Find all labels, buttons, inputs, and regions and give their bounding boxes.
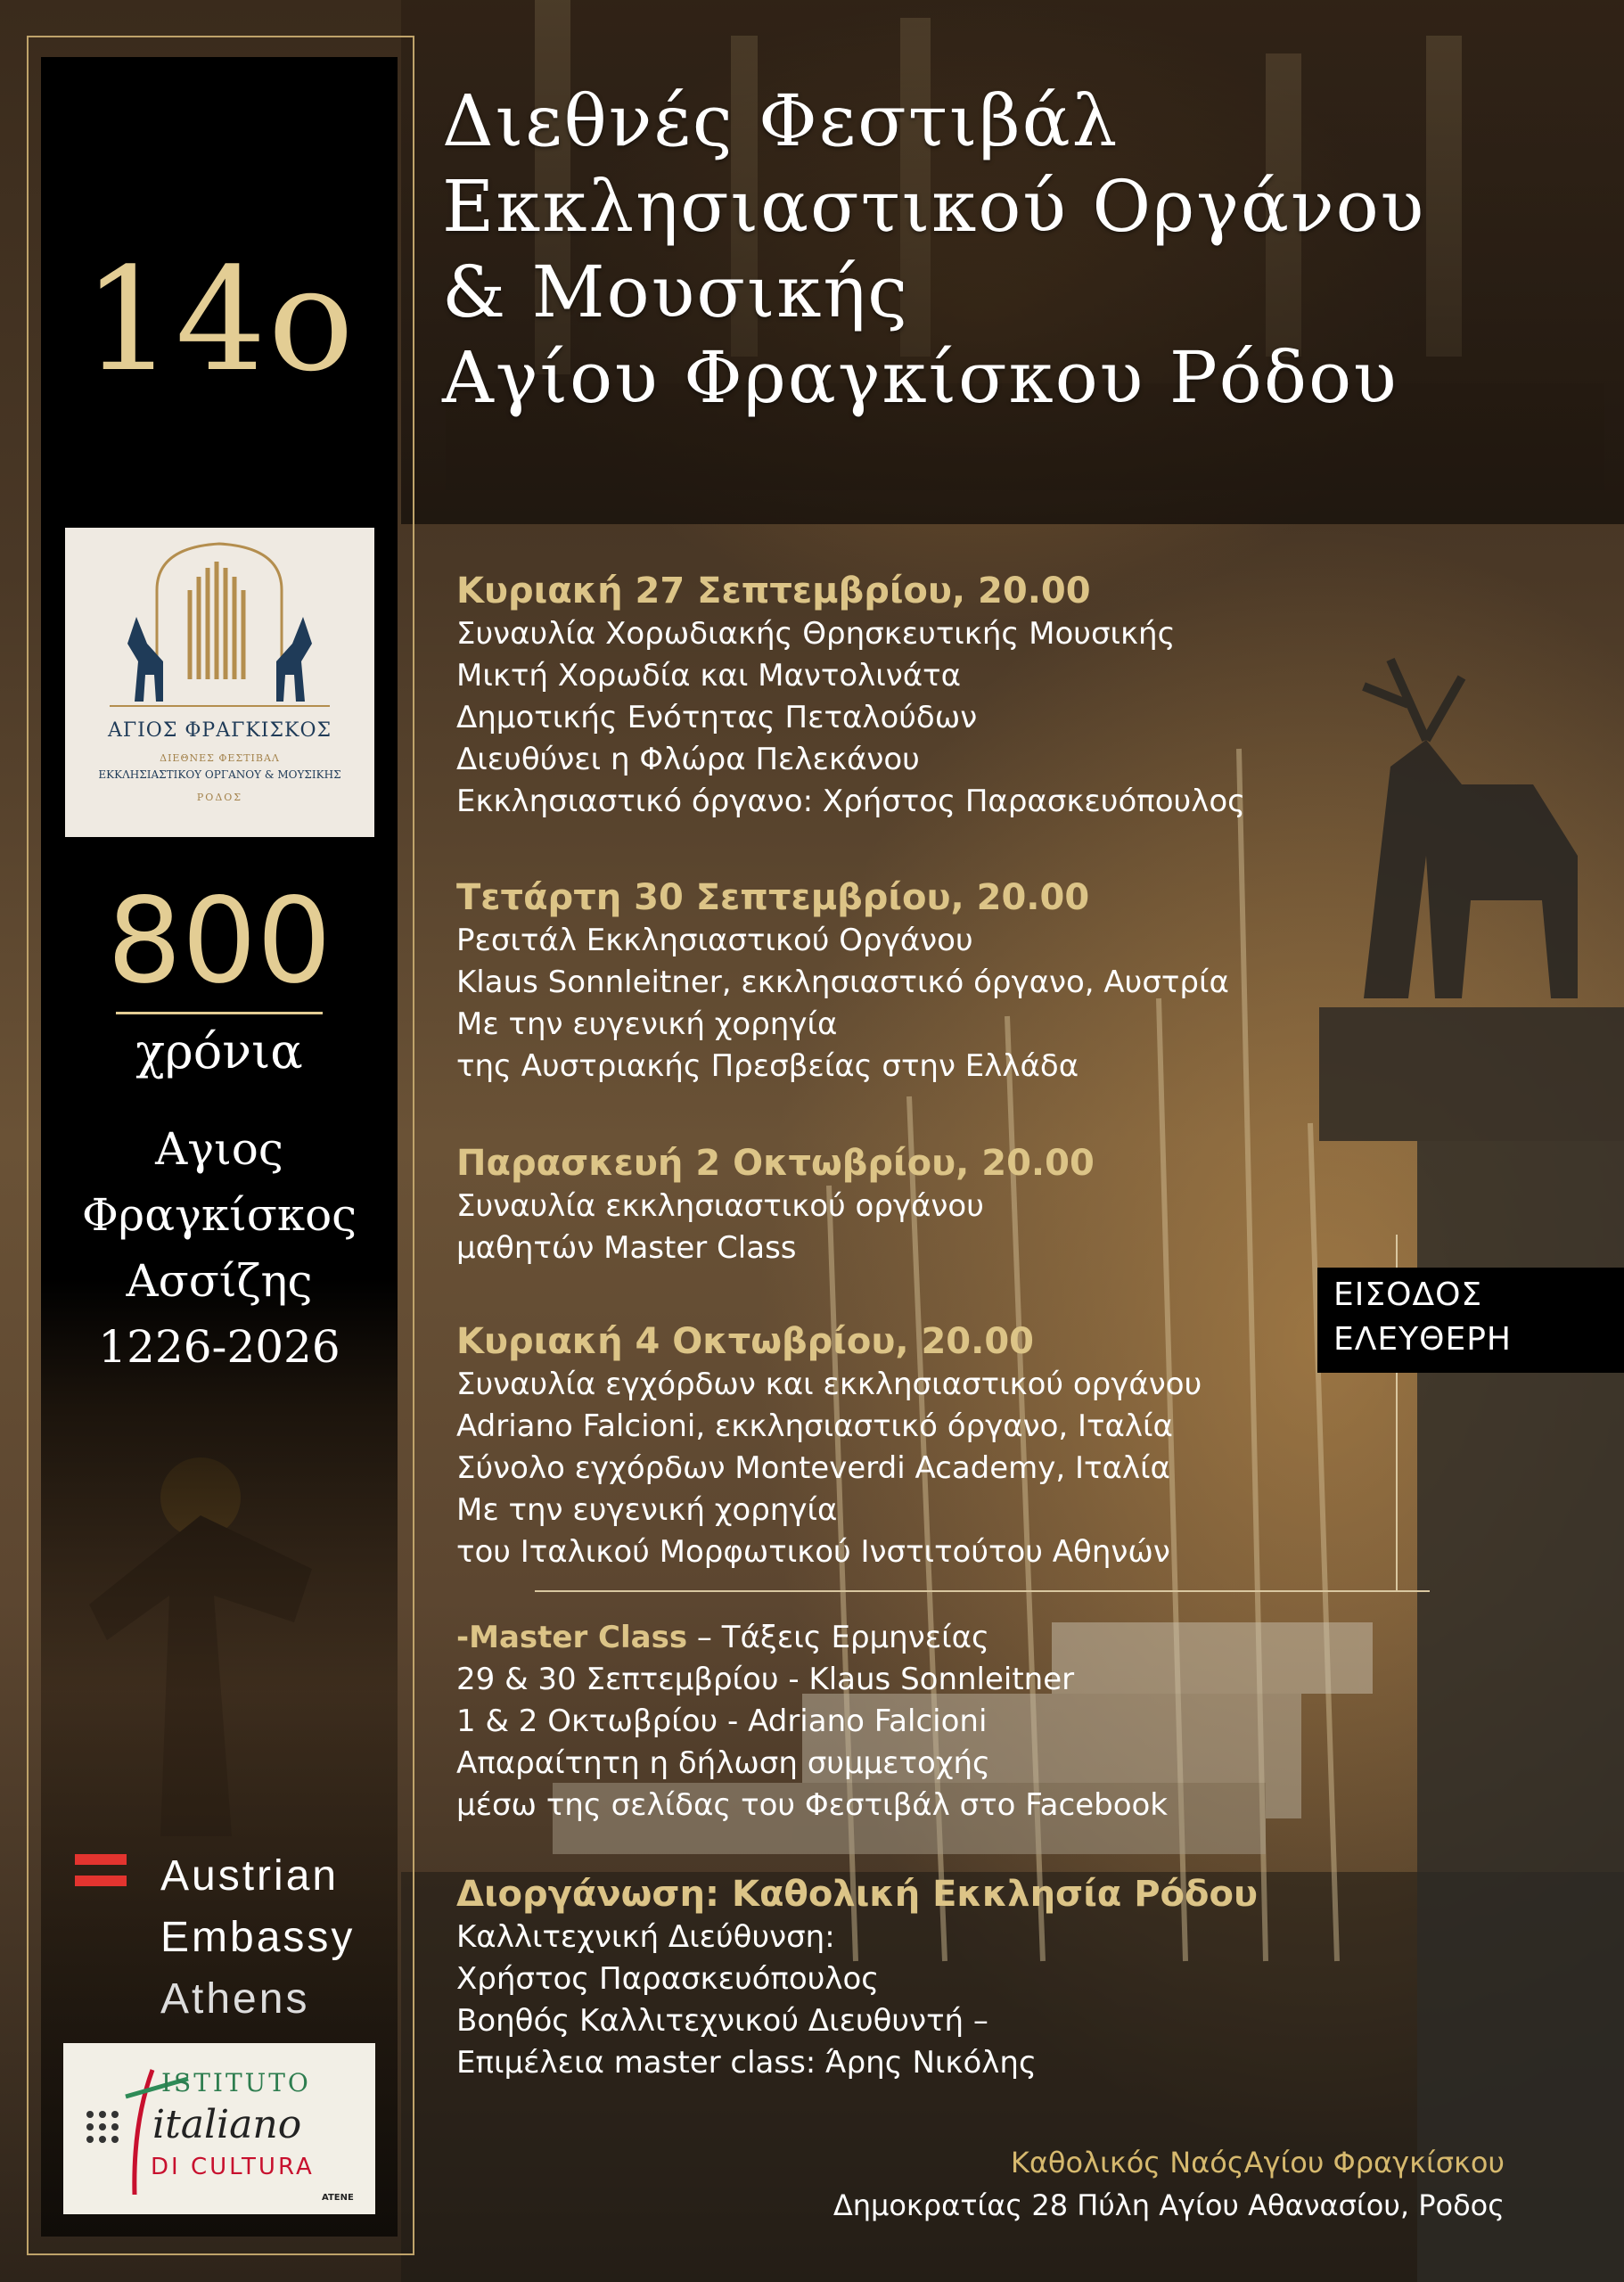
event-line: Δημοτικής Ενότητας Πεταλούδων xyxy=(456,700,978,735)
event-2 xyxy=(456,875,1229,1088)
entry-line-1: ΕΙΣΟΔΟΣ xyxy=(1333,1276,1483,1313)
event-line: Συναυλία εκκλησιαστικού οργάνου xyxy=(456,1188,984,1224)
event-line: Σύνολο εγχόρδων Monteverdi Academy, Ιταλία xyxy=(456,1450,1170,1486)
austrian-line-2: Embassy xyxy=(160,1914,356,1961)
event-line: Klaus Sonnleitner, εκκλησιαστικό όργανο, Αυστρία xyxy=(456,965,1229,1000)
master-class-label-rest: – Τάξεις Ερμηνείας xyxy=(687,1620,989,1655)
saint-line-1: Αγιος xyxy=(155,1123,283,1175)
venue-address: Δημοκρατίας 28 Πύλη Αγίου Αθανασίου, Ροδος xyxy=(833,2188,1505,2222)
event-line: Συναυλία Χορωδιακής Θρησκευτικής Μουσικής xyxy=(456,616,1176,652)
free-entry-badge xyxy=(1317,1268,1624,1373)
event-line: Εκκλησιαστικό όργανο: Χρήστος Παρασκευόπουλος xyxy=(456,784,1246,819)
anniversary-rule xyxy=(116,1012,323,1014)
istituto-italiano-logo xyxy=(63,2043,375,2214)
logo-name: ΑΓΙΟΣ ΦΡΑΓΚΙΣΚΟΣ xyxy=(107,719,332,742)
organization-line: Βοηθός Καλλιτεχνικού Διευθυντή – xyxy=(456,2003,988,2039)
title-line-3: & Μουσικής xyxy=(442,250,910,333)
event-line: της Αυστριακής Πρεσβείας στην Ελλάδα xyxy=(456,1048,1079,1084)
master-class-line: 1 & 2 Οκτωβρίου - Adriano Falcioni xyxy=(456,1703,988,1739)
organ-deer-emblem-icon xyxy=(65,528,374,715)
event-line: Με την ευγενική χορηγία xyxy=(456,1006,838,1042)
event-line: μαθητών Master Class xyxy=(456,1230,797,1266)
venue-info xyxy=(833,2141,1505,2227)
austrian-embassy-logo xyxy=(160,1845,355,2030)
saint-line-4: 1226-2026 xyxy=(98,1321,340,1373)
logo-subtitle-2: ΕΚΚΛΗΣΙΑΣΤΙΚΟΥ ΟΡΓΑΝΟΥ & ΜΟΥΣΙΚΗΣ xyxy=(98,768,341,781)
entry-line-2: ΕΛΕΥΘΕΡΗ xyxy=(1333,1321,1512,1358)
horizontal-divider xyxy=(535,1590,1430,1592)
saint-line-3: Ασσίζης xyxy=(126,1255,313,1307)
event-heading: Τετάρτη 30 Σεπτεμβρίου, 20.00 xyxy=(456,877,1090,918)
organization-line: Καλλιτεχνική Διεύθυνση: xyxy=(456,1919,835,1955)
event-line: Διευθύνει η Φλώρα Πελεκάνου xyxy=(456,742,920,777)
logo-place: ΡΟΔΟΣ xyxy=(196,792,243,803)
event-heading: Κυριακή 27 Σεπτεμβρίου, 20.00 xyxy=(456,570,1091,612)
iic-line-3: DI CULTURA xyxy=(151,2154,315,2180)
title-line-4: Αγίου Φραγκίσκου Ρόδου xyxy=(442,336,1398,419)
saint-francis-text xyxy=(41,1116,398,1380)
organization-line: Επιμέλεια master class: Άρης Νικόλης xyxy=(456,2045,1037,2081)
austrian-line-1: Austrian xyxy=(160,1852,340,1900)
festival-logo xyxy=(65,528,374,837)
event-4 xyxy=(456,1319,1202,1573)
organization-heading: Διοργάνωση: Καθολική Εκκλησία Ρόδου xyxy=(456,1874,1258,1915)
logo-subtitle: ΔΙΕΘΝΕΣ ΦΕΣΤΙΒΑΛ xyxy=(160,752,280,764)
event-3 xyxy=(456,1141,1095,1269)
master-class-label: -Master Class xyxy=(456,1620,688,1655)
master-class-line: 29 & 30 Σεπτεμβρίου - Klaus Sonnleitner xyxy=(456,1662,1075,1697)
event-line: Adriano Falcioni, εκκλησιαστικό όργανο, Ιταλία xyxy=(456,1408,1173,1444)
iic-city: ATENE xyxy=(322,2193,354,2203)
austrian-line-3: Athens xyxy=(160,1975,310,2023)
master-class-section xyxy=(456,1617,1168,1826)
iic-line-2: italiano xyxy=(152,2102,302,2147)
saint-line-2: Φραγκίσκος xyxy=(81,1189,357,1241)
austrian-flag-icon xyxy=(75,1854,127,1886)
edition-number: 14ο xyxy=(83,236,356,403)
master-class-heading xyxy=(456,1617,1168,1659)
organization-line: Χρήστος Παρασκευόπουλος xyxy=(456,1961,880,1997)
iic-line-1: ISTITUTO xyxy=(161,2068,311,2097)
festival-title xyxy=(442,78,1601,421)
event-line: Ρεσιτάλ Εκκλησιαστικού Οργάνου xyxy=(456,923,973,958)
event-heading: Κυριακή 4 Οκτωβρίου, 20.00 xyxy=(456,1321,1034,1362)
event-line: Συναυλία εγχόρδων και εκκλησιαστικού οργάνου xyxy=(456,1367,1202,1402)
event-heading: Παρασκευή 2 Οκτωβρίου, 20.00 xyxy=(456,1143,1095,1184)
master-class-line: μέσω της σελίδας του Φεστιβάλ στο Facebook xyxy=(456,1787,1168,1823)
title-line-2: Εκκλησιαστικού Οργάνου xyxy=(442,165,1426,248)
master-class-line: Απαραίτητη η δήλωση συμμετοχής xyxy=(456,1745,990,1781)
anniversary-number: 800 xyxy=(107,873,332,1010)
venue-name: Καθολικός ΝαόςΑγίου Φραγκίσκου xyxy=(1010,2146,1505,2179)
event-1 xyxy=(456,569,1245,823)
event-line: Με την ευγενική χορηγία xyxy=(456,1492,838,1528)
event-line: Μικτή Χορωδία και Μαντολινάτα xyxy=(456,658,962,694)
organization-section xyxy=(456,1872,1258,2084)
anniversary-word: χρόνια xyxy=(135,1023,303,1079)
title-line-1: Διεθνές Φεστιβάλ xyxy=(442,79,1120,162)
event-line: του Ιταλικού Μορφωτικού Ινστιτούτου Αθηνών xyxy=(456,1534,1170,1570)
